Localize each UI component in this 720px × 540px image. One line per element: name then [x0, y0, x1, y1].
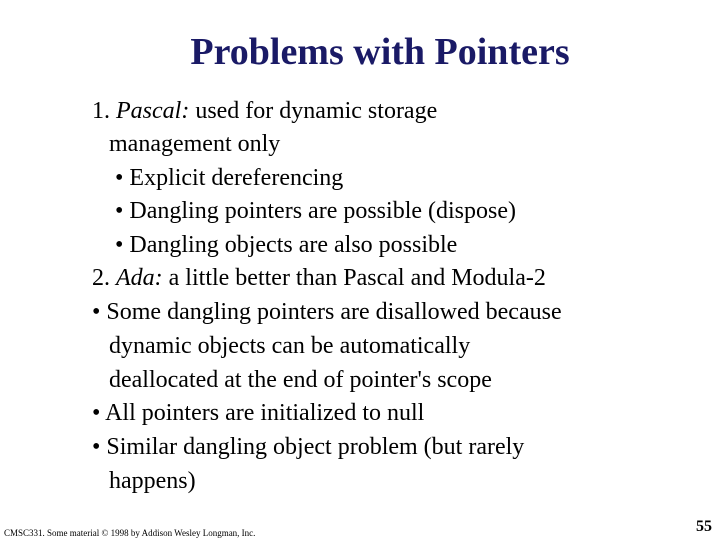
bullet-continuation: deallocated at the end of pointer's scope: [109, 367, 492, 393]
bullet-item: • Similar dangling object problem (but rarely: [92, 434, 525, 460]
bullet-continuation: happens): [109, 468, 196, 494]
language-name: Pascal:: [116, 98, 190, 124]
list-item-text: a little better than Pascal and Modula-2: [162, 265, 546, 291]
list-item-ada: [92, 263, 546, 293]
page-number: 55: [696, 518, 712, 535]
bullet-item: • Some dangling pointers are disallowed because: [92, 299, 562, 325]
slide-title: Problems with Pointers: [190, 31, 570, 73]
list-item-text: used for dynamic storage: [189, 98, 438, 124]
list-item-pascal: [92, 96, 437, 126]
sub-bullet-item: • Explicit dereferencing: [115, 165, 344, 191]
sub-bullet-item: • Dangling pointers are possible (dispose): [115, 198, 516, 224]
list-number: 1.: [92, 98, 116, 124]
sub-bullet-item: • Dangling objects are also possible: [115, 232, 458, 258]
list-item-continuation: management only: [109, 131, 281, 157]
slide-footer: CMSC331. Some material © 1998 by Addison Wesley Longman, Inc.: [4, 528, 256, 538]
bullet-item: • All pointers are initialized to null: [92, 400, 425, 426]
list-number: 2.: [92, 265, 116, 291]
language-name: Ada:: [116, 265, 163, 291]
bullet-continuation: dynamic objects can be automatically: [109, 333, 471, 359]
